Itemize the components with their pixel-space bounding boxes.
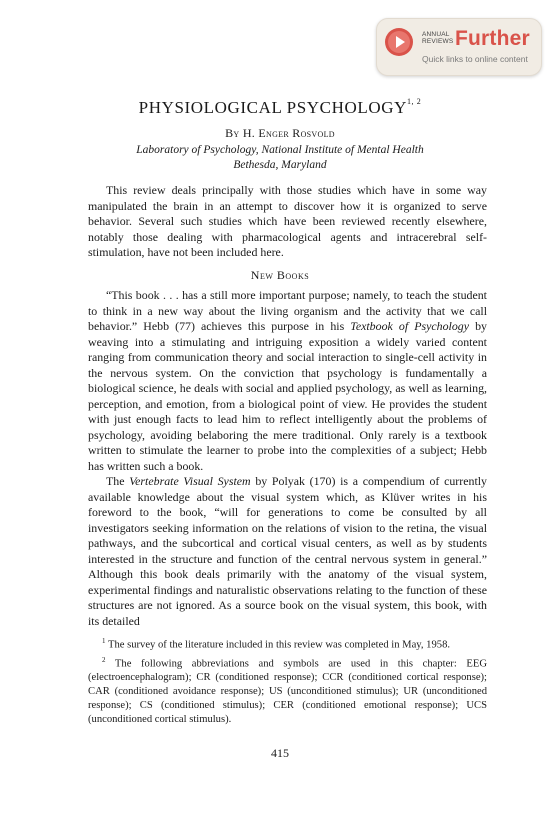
play-icon xyxy=(384,27,414,57)
reviews-label: REVIEWS xyxy=(422,38,454,45)
polyak-text-1: The xyxy=(106,474,130,488)
footnote-1-text: The survey of the literature included in this review was completed in May, 1958. xyxy=(107,639,451,651)
footnote-1-mark: 1 xyxy=(102,637,106,645)
affiliation-line-1: Laboratory of Psychology, National Institute of Mental Health xyxy=(136,144,424,156)
annual-label: ANNUAL xyxy=(422,31,450,38)
annual-reviews-further-badge[interactable] xyxy=(376,18,542,76)
article-title xyxy=(0,98,560,118)
footnote-1 xyxy=(88,634,487,653)
affiliation xyxy=(0,143,560,173)
intro-paragraph: This review deals principally with those studies which have in some way manipulated the brain in an attempt to discover how it is organized to serve behavior. Several such studies which have been reviewed recently elsewhere, notably those dealing with pharmacological agents and intracerebral self-stimulation, have not been included here. xyxy=(88,183,487,259)
further-tagline: Quick links to online content xyxy=(422,54,528,64)
author-name: H. Enger Rosvold xyxy=(242,126,335,140)
new-books-section xyxy=(88,288,487,629)
hebb-book-title: Textbook of Psychology xyxy=(350,319,470,333)
annual-reviews-logo-text xyxy=(422,31,454,45)
intro-section xyxy=(88,183,487,261)
section-heading-new-books: New Books xyxy=(250,268,310,282)
byline xyxy=(0,126,560,141)
paragraph-polyak xyxy=(88,474,487,629)
affiliation-line-2: Bethesda, Maryland xyxy=(233,159,327,171)
paragraph-hebb xyxy=(88,288,487,474)
hebb-text-1: “This book . . . has a still more important purpose; namely, to teach the student to think in a new way about the living organism and the activity that we call behavior.” Hebb (77) achieves this purpose in his xyxy=(88,288,487,333)
further-label: Further xyxy=(455,27,530,50)
footnote-2-text: The following abbreviations and symbols are used in this chapter: EEG (electroencephalogram); CR (conditioned response); CCR (conditioned cortical response); CAR (conditioned avoidance response); US (unconditioned stimulus); UR (unconditioned response); CS (conditioned stimulus); CER (conditioned emotional response); UCS (unconditioned cortical stimulus). xyxy=(88,658,487,726)
footnote-2 xyxy=(88,653,487,728)
hebb-text-2: by weaving into a stimulating and intriguing exposition a widely varied content ranging from communication theory and social interaction to single-cell activity in the nervous system. On the conviction that psychology is fundamentally a biological science, he deals with social and applied psychology, as well as learning, perception, and emotion, from a biological point of view. He provides the student with just enough facts to lead him to reflect intelligently about the problems of psychology, avoiding belaboring the mere traditional. Only rarely is a textbook written to stimulate the learner to probe into the complexities of a subject; Hebb has written such a book. xyxy=(88,319,487,473)
footnote-2-mark: 2 xyxy=(102,655,106,664)
page-number: 415 xyxy=(271,746,289,760)
footnotes xyxy=(88,634,487,727)
polyak-book-title: Vertebrate Visual System xyxy=(129,474,251,488)
article-title-text: PHYSIOLOGICAL PSYCHOLOGY xyxy=(138,98,407,117)
polyak-text-2: by Polyak (170) is a compendium of currently available knowledge about the visual system which, as Klüver writes in his foreword to the book, “will for generations to come be consulted by all investigators seeking information on the relations of vision to the retina, the visual pathways, and the subcortical and cortical visual centers, as well as by students interested in the structure and function of the central nervous system in general.” Although this book deals primarily with the anatomy of the visual system, experimental findings and naturalistic observations relating to the function of these structures are not ignored. As a source book on the visual system, this book, with its detailed xyxy=(88,474,487,628)
byline-prefix: By xyxy=(225,126,240,140)
title-footnote-marks: 1, 2 xyxy=(406,97,422,106)
